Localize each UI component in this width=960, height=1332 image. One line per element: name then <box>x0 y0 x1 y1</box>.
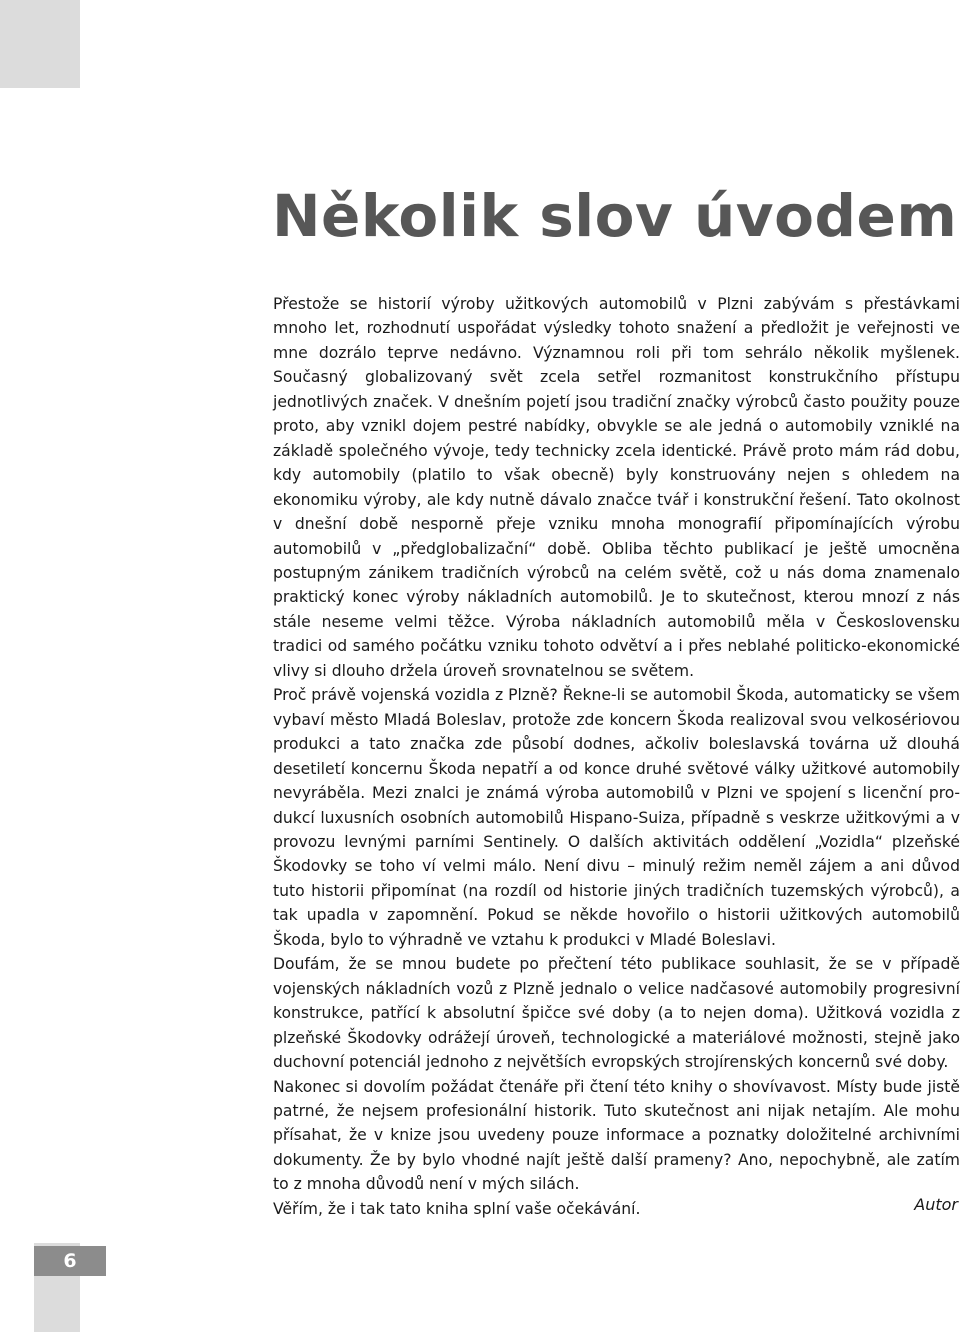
corner-decoration <box>0 0 80 88</box>
author-signature: Autor <box>914 1195 958 1214</box>
page-number: 6 <box>34 1246 106 1276</box>
paragraph: Proč právě vojenská vozidla z Plzně? Řekne-li se automobil Škoda, automaticky se všem vybaví město Mladá Boleslav, protože zde koncern Škoda realizoval svou velkosériovou produkci a tato značka zde působí dodnes, ačkoliv boleslavská továrna už dlouhá desetiletí koncernu Škoda nepatří a od konce druhé světové války užitkové automobily nevyráběla. Mezi znalci je známá výroba automobilů v Plzni ve spojení s licenční produkcí luxusních osobních automobilů Hispano-Suiza, případně s veskrze užitkovými a v provozu levnými parními Sentinely. O dalších aktivitách oddělení „Vozidla“ plzeňské Škodovky se toho ví velmi málo. Není divu – minulý režim neměl zájem a ani důvod tuto historii připomínat (na rozdíl od historie jiných tradičních tuzemských výrobců), a tak upadla v zapomnění. Pokud se někde hovořilo o historii užitkových automobilů Škoda, bylo to výhradně ve vztahu k produkci v Mladé Boleslavi. <box>273 686 960 949</box>
paragraph: Přestože se historií výroby užitkových automobilů v Plzni zabývám s přestávkami mnoho let, rozhodnutí uspořádat výsledky tohoto snažení a předložit je veřejnosti ve mne dozrálo teprve nedávno. Významnou roli při tom sehrálo několik myšlenek. Současný globalizovaný svět zcela setřel rozmanitost konstrukčního přístupu jednotlivých značek. V dnešním pojetí jsou tradiční značky výrobců často použity pouze proto, aby vznikl dojem pestré nabídky, obvykle se ale jedná o automobily vzniklé na základě společného vývoje, tedy technicky zcela identické. Právě proto mám rád dobu, kdy automobily (platilo to však obecně) byly konstruovány nejen s ohledem na ekonomiku výroby, ale kdy nutně dávalo značce tvář i konstrukční řešení. Tato okolnost v dnešní době nesporně přeje vzniku mnoha monografií připomínajících výrobu automobilů v „předglobalizační“ době. Obliba těchto publikací je ještě umocněna postupným zánikem tradičních výrobců na celém světě, což u nás doma znamenalo praktický konec výroby nákladních automobilů. Je to skutečnost, kterou mnozí z nás stále neseme velmi těžce. Výroba nákladních automobilů měla v Československu tradici od samého počátku vzniku tohoto odvětví a i přes neblahé politicko-ekonomické vlivy si dlouho držela úroveň srovnatelnou se světem. <box>273 295 960 680</box>
paragraph: Věřím, že i tak tato kniha splní vaše očekávání. <box>273 1199 641 1218</box>
paragraph: Nakonec si dovolím požádat čtenáře při čtení této knihy o shovívavost. Místy bude jistě patrné, že nejsem profesionální historik. Tuto skutečnost ani nijak netajím. Ale mohu přísahat, že v knize jsou uvedeny pouze informace a poznatky doložitelné archivními dokumenty. Že by bylo vhodné najít ještě další prameny? Ano, nepochybně, ale zatím to z mnoha důvodů není v mých silách. <box>273 1077 960 1194</box>
paragraph: Doufám, že se mnou budete po přečtení této publikace souhlasit, že se v případě vojenských nákladních vozů z Plzně jednalo o velice nadčasové automobily progresivní konstrukce, patřící k absolutní špičce své doby (a to nejen doma). Užitková vozidla z plzeňské Škodovky odrážejí úroveň, technologické a materiálové možnosti, stejně jako duchovní potenciál jednoho z největších evropských strojírenských koncernů své doby. <box>273 955 960 1072</box>
page-title: Několik slov úvodem <box>272 182 958 250</box>
body-text <box>273 292 960 1221</box>
